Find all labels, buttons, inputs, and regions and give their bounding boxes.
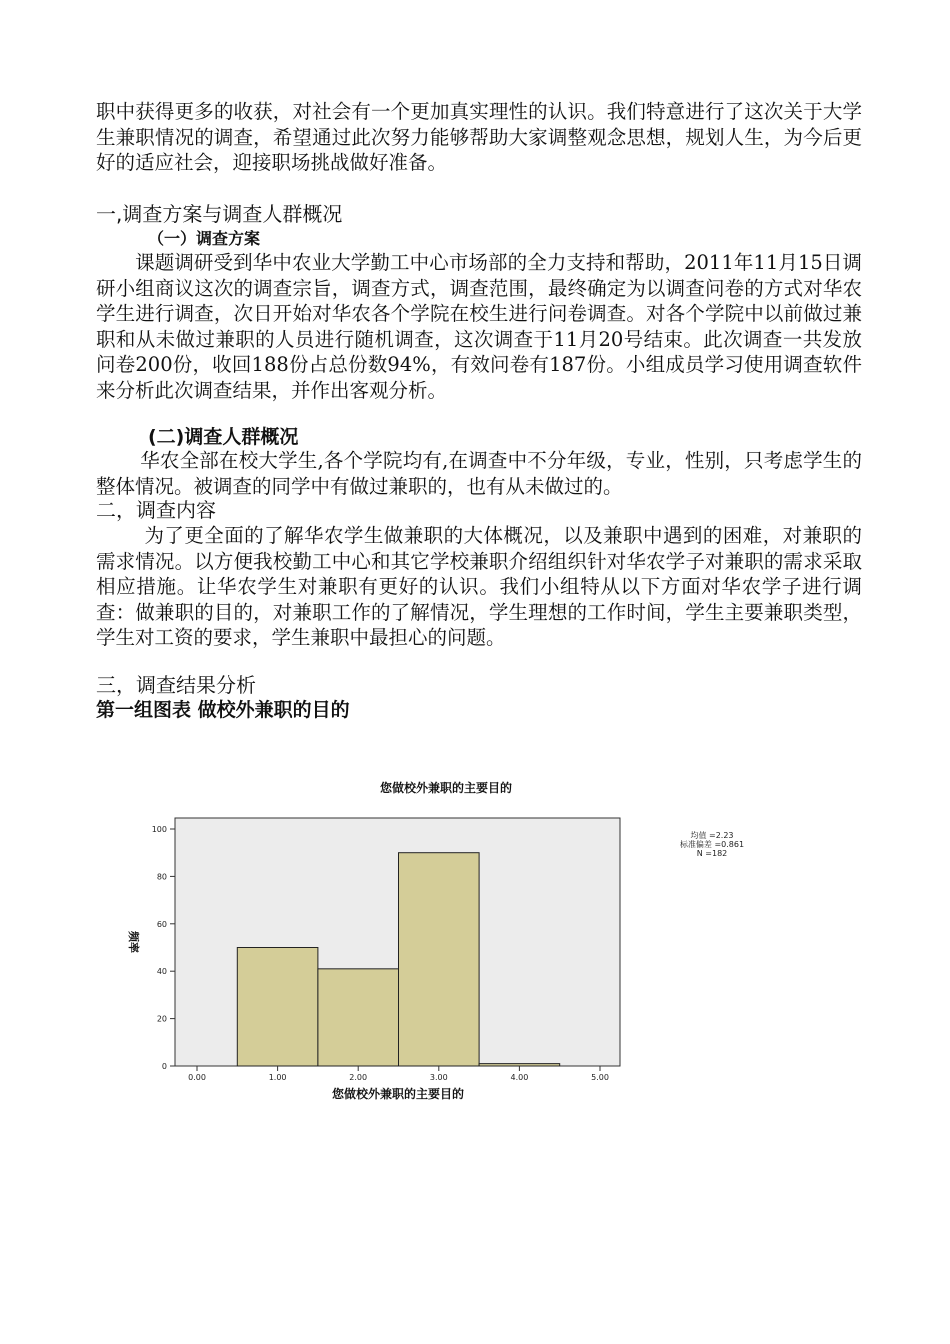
x-tick-label: 1.00 xyxy=(268,1073,287,1082)
y-tick-label: 60 xyxy=(156,919,167,929)
section1-sub1-paragraph xyxy=(96,250,862,403)
intro-paragraph: 职中获得更多的收获，对社会有一个更加真实理性的认识。我们特意进行了这次关于大学生兼职情况的调查，希望通过此次努力能够帮助大家调整观念思想，规划人生，为今后更好的适应社会，迎接职场挑战做好准备。 xyxy=(96,100,862,174)
stat-n: N =182 xyxy=(696,849,728,858)
x-tick-label: 4.00 xyxy=(510,1073,529,1082)
y-tick-label: 100 xyxy=(151,825,167,834)
section1-sub1-text: 课题调研受到华中农业大学勤工中心市场部的全力支持和帮助，2011年11月15日调研小组商议这次的调查宗旨，调查方式，调查范围，最终确定为以调查问卷的方式对华农学生进行调查，次日开始对华农各个学院在校生进行问卷调查。对各个学院中以前做过兼职和从未做过兼职的人员进行随机调查，这次调查于11月20号结束。此次调查一共发放问卷200份，收回188份占总份数94%，有效问卷有187份。小组成员学习使用调查软件来分析此次调查结果，并作出客观分析。 xyxy=(96,251,862,402)
x-axis-label: 您做校外兼职的主要目的 xyxy=(331,1087,465,1101)
x-tick-label: 5.00 xyxy=(591,1073,609,1082)
x-tick-label: 0.00 xyxy=(188,1073,206,1082)
section2-text: 为了更全面的了解华农学生做兼职的大体概况，以及兼职中遇到的困难，对兼职的需求情况。以方便我校勤工中心和其它学校兼职介绍组织针对华农学子对兼职的需求采取相应措施。让华农学生对兼职有更好的认识。我们小组特从以下方面对华农学子进行调查：做兼职的目的，对兼职工作的了解情况，学生理想的工作时间，学生主要兼职类型，学生对工资的要求，学生兼职中最担心的问题。 xyxy=(96,524,862,649)
histogram-bar-3 xyxy=(399,853,480,1066)
section1-sub2-text: 华农全部在校大学生,各个学院均有,在调查中不分年级，专业，性别，只考虑学生的整体情况。被调查的同学中有做过兼职的，也有从未做过的。 xyxy=(96,449,862,498)
histogram-bar-1 xyxy=(237,948,318,1067)
y-axis-label: 频率 xyxy=(127,931,140,953)
x-tick-label: 2.00 xyxy=(349,1073,368,1082)
stat-mean: 均值 =2.23 xyxy=(690,831,734,840)
x-tick-label: 3.00 xyxy=(429,1073,448,1082)
section3-heading: 三，调查结果分析 xyxy=(96,673,256,697)
section1-heading: 一,调查方案与调查人群概况 xyxy=(96,202,343,226)
y-tick-label: 0 xyxy=(161,1062,167,1071)
chart-title: 您做校外兼职的主要目的 xyxy=(379,781,513,795)
histogram-chart xyxy=(100,770,800,1110)
y-tick-label: 20 xyxy=(156,1014,167,1024)
x-axis-ticks xyxy=(188,1066,609,1082)
y-tick-label: 40 xyxy=(156,967,167,977)
histogram-bar-2 xyxy=(318,969,399,1066)
y-tick-label: 80 xyxy=(156,872,167,882)
section2-paragraph xyxy=(96,523,862,651)
stats-legend xyxy=(680,830,744,858)
section2-heading: 二，调查内容 xyxy=(96,498,216,522)
section1-sub2-heading: (二)调查人群概况 xyxy=(148,426,299,448)
stat-std: 标准偏差 =0.861 xyxy=(679,840,745,849)
chart-group-title: 第一组图表 做校外兼职的目的 xyxy=(96,699,350,721)
section1-sub1-heading: （一）调查方案 xyxy=(148,229,261,248)
y-axis-ticks xyxy=(152,825,175,1071)
histogram-bar-4 xyxy=(479,1064,560,1066)
section1-sub2-paragraph xyxy=(96,448,862,499)
